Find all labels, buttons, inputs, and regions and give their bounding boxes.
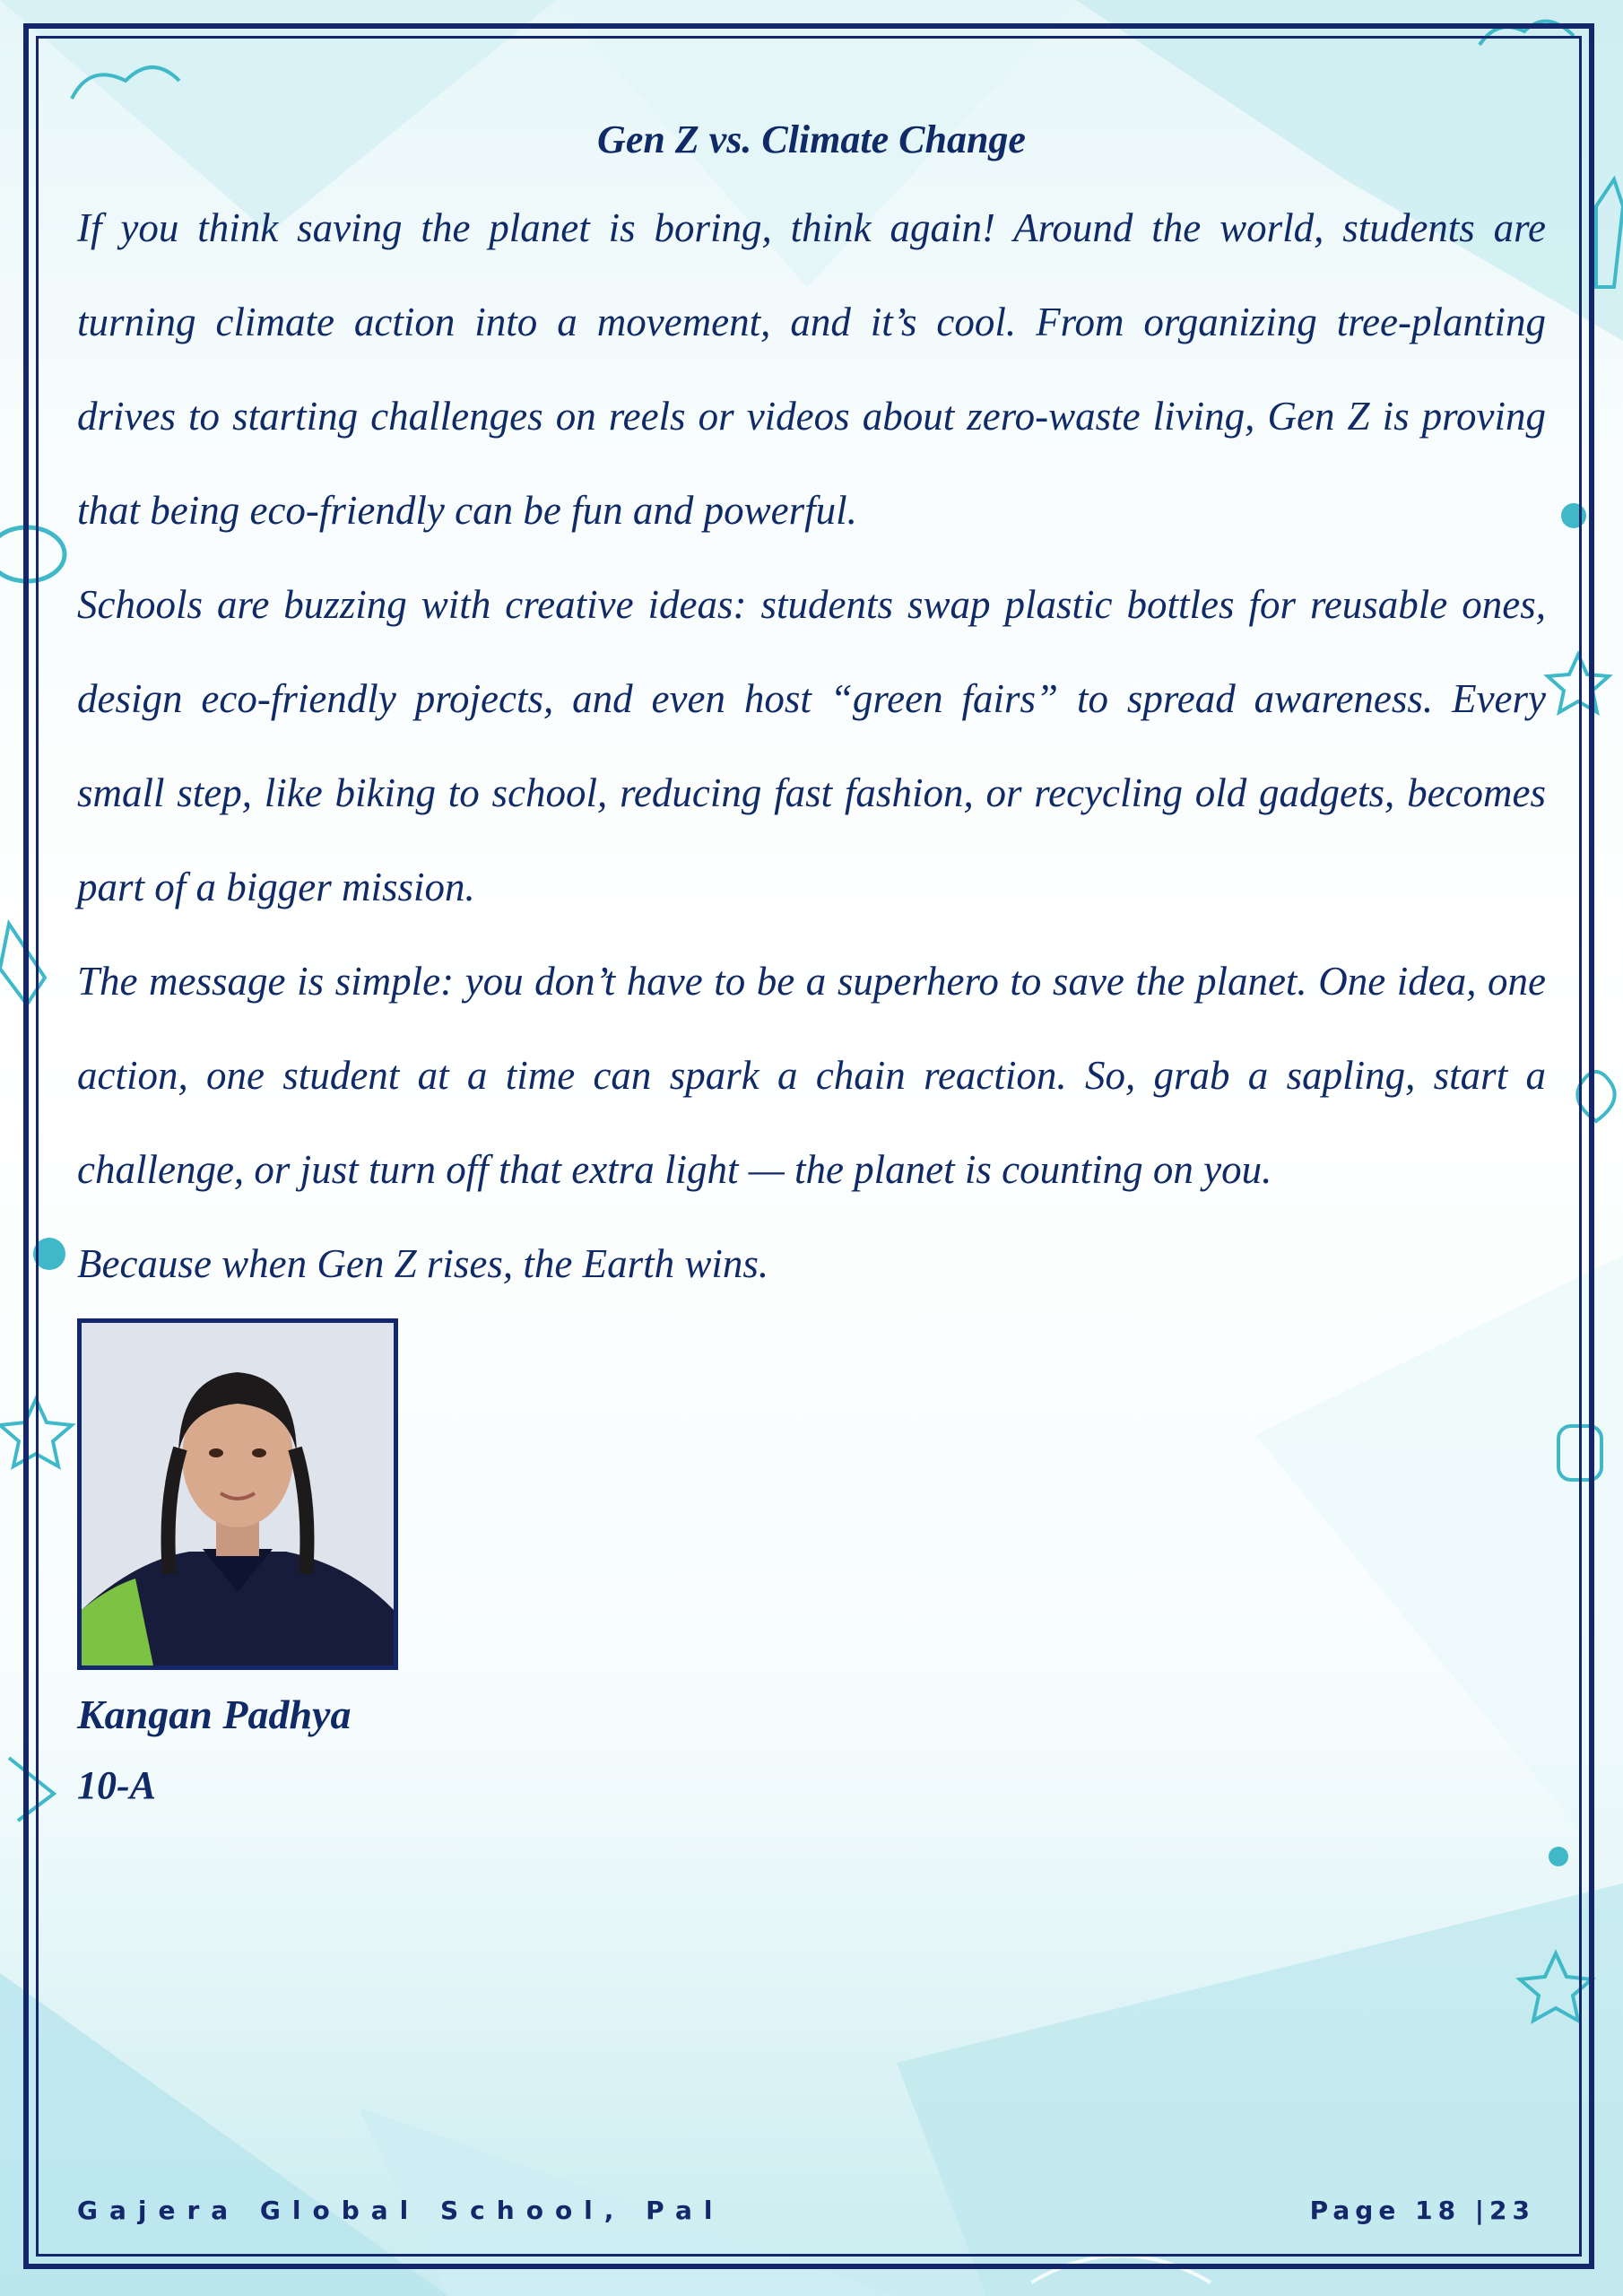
footer-page-number: Page 18 |23	[1309, 2196, 1535, 2225]
article-body	[77, 113, 1546, 1311]
article-paragraph: If you think saving the planet is boring, think again! Around the world, students are turning climate action into a movement, and it’s cool. From organizing tree-planting drives to starting challenges on reels or videos about zero-waste living, Gen Z is proving that being eco-friendly can be fun and powerful.	[77, 205, 1546, 533]
article-paragraph: Schools are buzzing with creative ideas: students swap plastic bottles for reusable ones, design eco-friendly projects, and even host “green fairs” to spread awareness. Every small step, like biking to school, reducing fast fashion, or recycling old gadgets, becomes part of a bigger mission.	[77, 582, 1546, 909]
author-name: Kangan Padhya	[77, 1692, 352, 1737]
student-portrait-image	[82, 1323, 394, 1665]
author-photo	[77, 1318, 398, 1670]
footer-school-name: Gajera Global School, Pal	[77, 2196, 725, 2225]
article-paragraph: The message is simple: you don’t have to be a superhero to save the planet. One idea, one action, one student at a time can spark a chain reaction. So, grab a sapling, start a challenge, or just turn off that extra light — the planet is counting on you.	[77, 959, 1546, 1192]
article-paragraph: Because when Gen Z rises, the Earth wins.	[77, 1241, 769, 1286]
article-title: Gen Z vs. Climate Change	[597, 117, 1026, 161]
author-class: 10-A	[77, 1763, 156, 1807]
